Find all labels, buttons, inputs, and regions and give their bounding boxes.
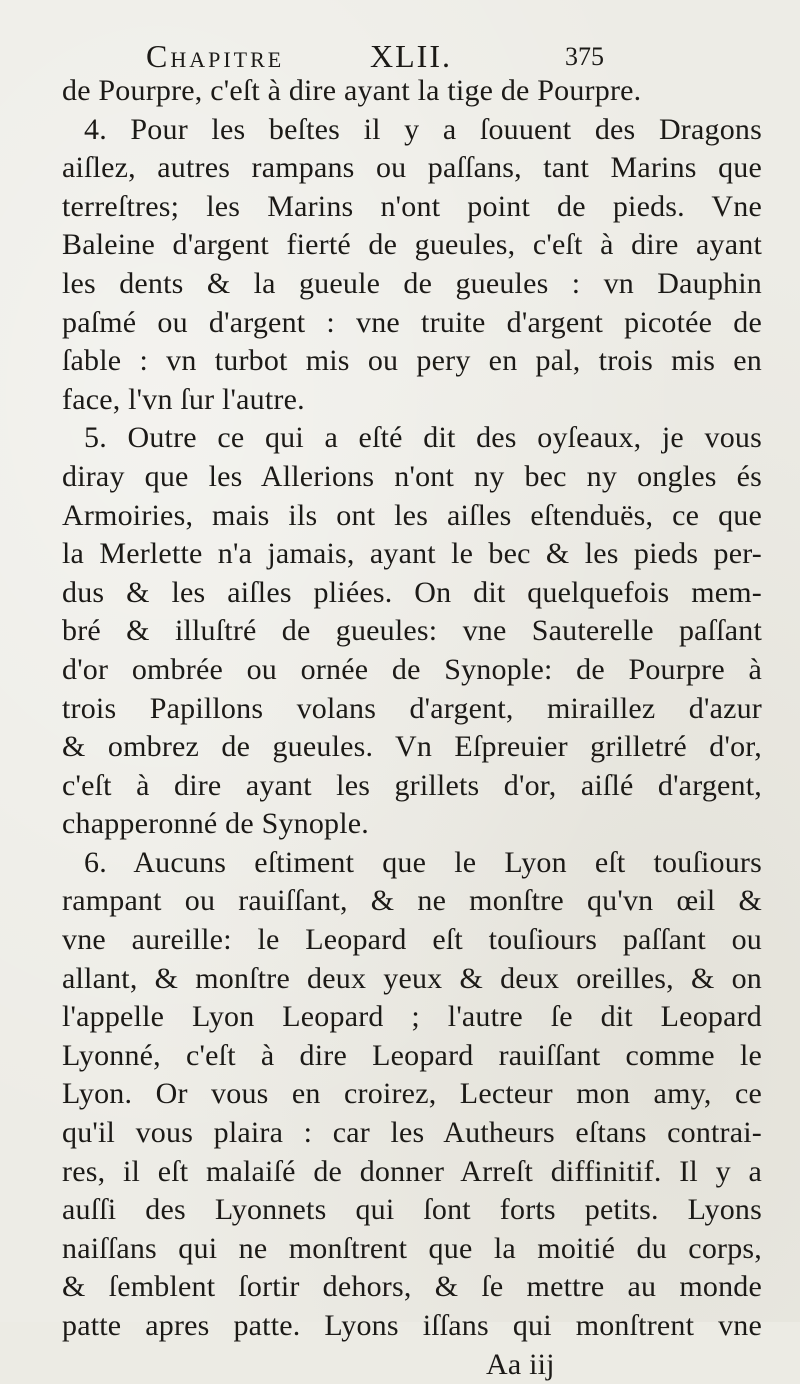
text-line: allant, & monſtre deux yeux & deux oreilles, & on [62, 961, 762, 995]
text-line: patte apres patte. Lyons iſſans qui monſtrent vne [62, 1309, 762, 1342]
text-line: & ombrez de gueules. Vn Eſpreuier grilletré d'or, [62, 730, 762, 764]
text-line: d'or ombrée ou ornée de Synople: de Pourpre à [62, 652, 762, 686]
text-line: les dents & la gueule de gueules : vn Dauphin [62, 266, 762, 300]
text-line: paſmé ou d'argent : vne truite d'argent picotée de [62, 305, 762, 339]
text-line: diray que les Allerions n'ont ny bec ny ongles és [62, 459, 762, 493]
text-line: Baleine d'argent fierté de gueules, c'eſt à dire ayant [62, 228, 762, 262]
text-line: la Merlette n'a jamais, ayant le bec & les pieds per- [62, 537, 762, 571]
text-line: 5. Outre ce qui a eſté dit des oyſeaux, je vous [84, 421, 762, 455]
text-line: auſſi des Lyonnets qui ſont forts petits. Lyons [62, 1193, 762, 1227]
running-head-chapter: Chapitre [146, 38, 285, 74]
text-line: face, l'vn ſur l'autre. [62, 382, 305, 416]
text-line: bré & illuſtré de gueules: vne Sauterelle paſſant [62, 614, 762, 648]
signature-mark: Aa iij [486, 1347, 555, 1381]
running-head-chapter-number: XLII. [370, 38, 452, 74]
text-line: de Pourpre, c'eſt à dire ayant la tige de Pourpre. [62, 74, 642, 107]
text-line: ſable : vn turbot mis ou pery en pal, trois mis en [62, 344, 762, 378]
text-line: 6. Aucuns eſtiment que le Lyon eſt touſiours [84, 845, 762, 879]
text-line: chapperonné de Synople. [62, 807, 370, 841]
text-line: terreſtres; les Marins n'ont point de pieds. Vne [62, 189, 762, 223]
text-line: c'eſt à dire ayant les grillets d'or, aiſlé d'argent, [62, 768, 762, 802]
text-line: & ſemblent ſortir dehors, & ſe mettre au monde [62, 1270, 762, 1304]
page-number: 375 [565, 42, 604, 71]
text-line: res, il eſt malaiſé de donner Arreſt diffinitif. Il y a [62, 1154, 762, 1188]
text-line: naiſſans qui ne monſtrent que la moitié du corps, [62, 1231, 762, 1265]
text-line: Lyon. Or vous en croirez, Lecteur mon amy, ce [62, 1077, 762, 1111]
text-line: Lyonné, c'eſt à dire Leopard rauiſſant comme le [62, 1038, 762, 1072]
text-line: l'appelle Lyon Leopard ; l'autre ſe dit Leopard [62, 1000, 762, 1034]
text-line: vne aureille: le Leopard eſt touſiours paſſant ou [62, 923, 762, 957]
text-line: trois Papillons volans d'argent, miraillez d'azur [62, 691, 762, 725]
text-line: dus & les aiſles pliées. On dit quelquefois mem- [62, 575, 762, 609]
text-line: Armoiries, mais ils ont les aiſles eſtenduës, ce que [62, 498, 762, 532]
text-line: aiſlez, autres rampans ou paſſans, tant Marins que [62, 151, 762, 185]
body-text [62, 72, 762, 1384]
text-line: qu'il vous plaira : car les Autheurs eſtans contrai- [62, 1116, 762, 1150]
text-line: rampant ou rauiſſant, & ne monſtre qu'vn œil & [62, 884, 762, 918]
text-line: 4. Pour les beſtes il y a ſouuent des Dragons [84, 112, 762, 146]
